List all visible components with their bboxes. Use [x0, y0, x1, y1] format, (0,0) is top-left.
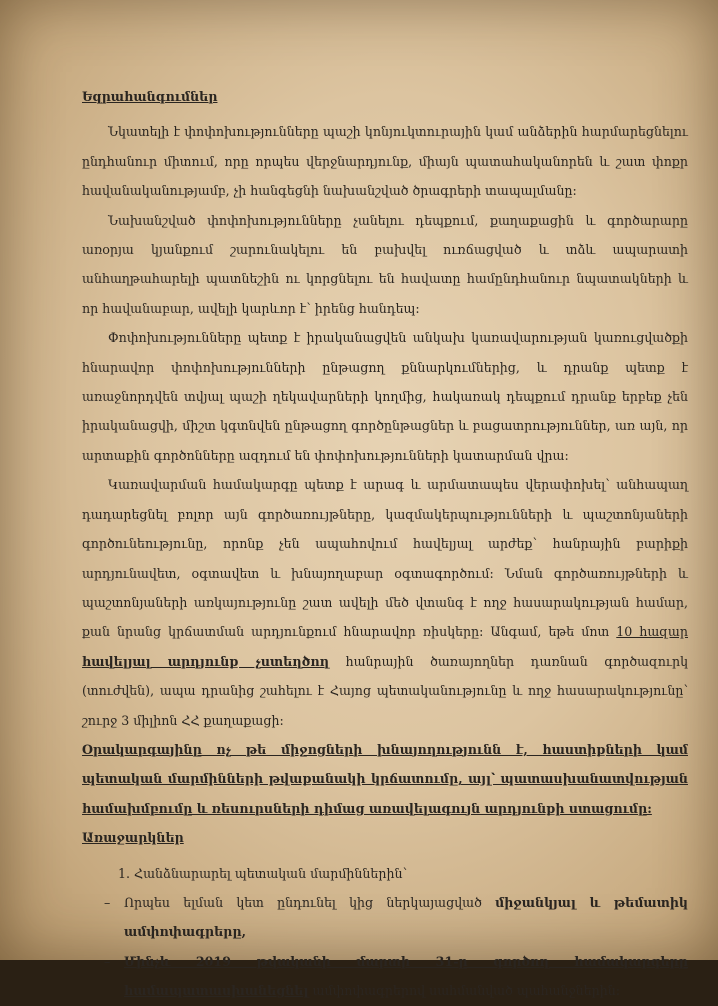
sub-item-2-text: ամփոփագրերով սահմանված պահանջներին: — [308, 983, 620, 999]
item-1-text: Հանձնարարել պետական մարմիններին՝ — [134, 865, 408, 881]
proposals-list — [82, 859, 688, 1006]
paragraph-4-text-a: Կառավարման համակարգը պետք է արագ և արմատապես վերափոխել՝ անհապաղ դադարեցնել բոլոր այն գործառույթները, կազմակերպությունների և պաշտոնյաների գործունեությունը, որոնք չեն ապահովում հավելյալ արժեք՝ հանրային բարիքի արդյունավետ, օգտավետ և խնայողաբար օգտագործում: Նման գործառույթների և պաշտոնյաների առկայությունը շատ ավելի մեծ վտանգ է ողջ հասարակության համար, քան նրանց կրճատման արդյունքում հնարավոր ռիսկերը: Անգամ, եթե մոտ — [82, 477, 688, 640]
paragraph-4-highlight-number: 10 հազար — [616, 624, 688, 640]
list-item — [82, 947, 688, 1006]
sub-item-1-bold: միջանկյալ և թեմատիկ ամփոփագրերը, — [124, 894, 688, 940]
paragraph-4-text-b: հանրային ծառայողներ դառնան գործազուրկ (տուժվեն), ապա դրանից շահելու է Հայոց պետականությունը և ողջ հասարակությունը՝ շուրջ 3 միլիոն ՀՀ քաղաքացի: — [82, 653, 688, 728]
paragraph-3: Փոփոխությունները պետք է իրականացվեն անկախ կառավարության կառուցվածքի հնարավոր փոփոխությունների ընթացող քննարկումներից, և դրանք պետք է առաջնորդվեն տվյալ պաշի ղեկավարների կողմից, հակառակ դեպքում դրանք երբեք չեն իրականացվի, միշտ կգտնվեն ընթացող գործընթացներ և բացատրություններ, առ այն, որ արտաքին գործոնները ազդում են փոփոխությունների կատարման վրա: — [82, 330, 688, 463]
list-item — [82, 859, 688, 888]
paragraph-4-highlight-phrase: հավելյալ արդյունք չստեղծող — [82, 653, 329, 669]
paragraph-1: Նկատելի է փոփոխությունները պաշի կոնյուկտուրային կամ անձերին հարմարեցնելու ընդհանուր միտում, որը որպես վերջնարդյունք, միայն պատահականորեն և շատ փոքր հավանականությամբ, չի հանգեցնի նախանշված ծրագրերի տապալմանը: — [82, 124, 688, 199]
item-1-number: 1. — [118, 865, 131, 881]
document-body — [82, 82, 688, 1006]
paragraph-4 — [82, 470, 688, 735]
paragraph-2: Նախանշված փոփոխությունները չանելու դեպքում, քաղաքացին և գործարարը առօրյա կյանքում շարունակելու են բախվել ուռճացված և տձև ապարատի անհաղթահարելի պատնեշին ու կորցնելու են հավատը համընդհանուր նպատակների և որ հավանաբար, ավելի կարևոր է՝ իրենց հանդեպ: — [82, 212, 688, 316]
paragraph-5-key-statement: Օրակարգայինը ոչ թե միջոցների խնայողությունն է, հաստիքների կամ պետական մարմինների թվաքանակի կրճատումը, այլ՝ պատասխանատվության համախմբումը և ռեսուրսների դիմաց առավելագույն արդյունքի ստացումը: — [82, 741, 688, 816]
conclusions-heading: Եզրահանգումներ — [82, 89, 218, 104]
proposals-heading: Առաջարկներ — [82, 830, 184, 846]
sub-item-2-bold: Մինչև 2019 թվականի մարտի 31-ը գործող համակարգերը համապատասխանեցնել — [124, 953, 688, 999]
sub-item-1-text: Որպես ելման կետ ընդունել կից ներկայացված — [124, 894, 496, 910]
dash-bullet: – — [104, 953, 111, 969]
list-item — [82, 888, 688, 947]
dash-bullet: – — [104, 894, 111, 910]
